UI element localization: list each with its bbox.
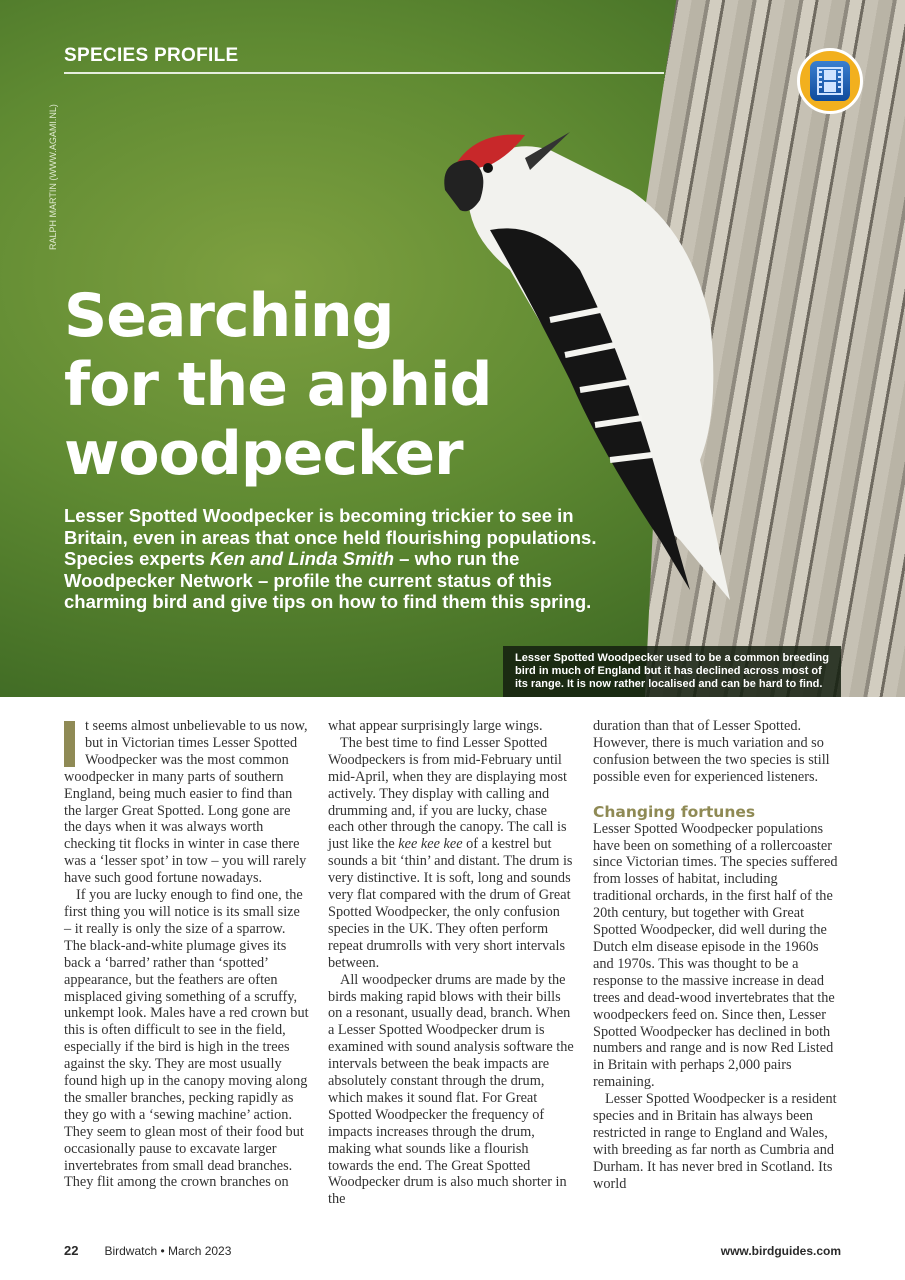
body-paragraph — [64, 718, 310, 887]
body-column-1 — [64, 718, 310, 1191]
standfirst-text: Lesser Spotted Woodpecker is becoming trickier to see in Britain, even in areas that once held flourishing populations. Species experts — [64, 505, 597, 569]
paragraph-text: of a kestrel but sounds a bit ‘thin’ and distant. The drum is very distinctive. It is soft, long and sounds very flat compared with the drum of Great Spotted Woodpecker, the only confusion species in the UK. They often perform repeat drumrolls with very short intervals between. — [328, 836, 573, 971]
subheading: Changing fortunes — [593, 802, 756, 821]
photo-caption: Lesser Spotted Woodpecker used to be a common breeding bird in much of England but it has declined across most of its range. It is now rather localised and can be hard to find. — [503, 646, 841, 697]
italic-call: kee kee kee — [398, 836, 463, 853]
standfirst-text: – who run the Woodpecker Network – profile the current status of this charming bird and give tips on how to find them this spring. — [64, 548, 592, 612]
headline-line: for the aphid — [64, 350, 492, 420]
publication-info: Birdwatch • March 2023 — [104, 1243, 232, 1258]
standfirst — [64, 505, 624, 613]
body-paragraph: Lesser Spotted Woodpecker is a resident species and in Britain has always been restricted in range to England and Wales, with breeding as far north as Cumbria and Durham. It has never bred in Scotland. Its world — [593, 1091, 837, 1192]
website-link[interactable]: www.birdguides.com — [720, 1243, 841, 1258]
photo-credit: RALPH MARTIN (WWW.AGAMI.NL) — [48, 104, 58, 250]
video-badge[interactable] — [797, 48, 863, 114]
section-label: SPECIES PROFILE — [64, 45, 239, 66]
body-column-2 — [328, 718, 574, 1208]
paragraph-text: The best time to find Lesser Spotted Woodpeckers is from mid-February until mid-April, when they are displaying most actively. They display with calling and drumming and, if you are lucky, chase each other through the canopy. The call is just like the — [328, 734, 568, 853]
film-strip-icon — [810, 61, 850, 101]
body-paragraph: All woodpecker drums are made by the birds making rapid blows with their bills on a resonant, usually dead, branch. When a Lesser Spotted Woodpecker drum is examined with sound analysis software the intervals between the beak impacts are absolutely constant through the drum, which makes it sound flat. For Great Spotted Woodpecker the frequency of impacts increases through the drum, making what sounds like a flourish towards the end. The Great Spotted Woodpecker drum is also much shorter in the — [328, 971, 574, 1208]
page-footer — [64, 1243, 841, 1258]
body-column-3 — [593, 718, 839, 1193]
headline — [64, 282, 491, 489]
section-divider — [64, 72, 664, 74]
drop-cap — [64, 721, 75, 767]
body-paragraph: Lesser Spotted Woodpecker populations have been on something of a rollercoaster since Victorian times. The species suffered from losses of habitat, including traditional orchards, in the first half of the 20th century, but together with Great Spotted Woodpecker, did well during the Dutch elm disease episode in the 1960s and 1970s. This was thought to be a response to the massive increase in dead trees and dead-wood invertebrates that the woodpeckers feed on. Since then, Lesser Spotted Woodpecker has declined in both numbers and range and is now Red Listed in Britain with perhaps 2,000 pairs remaining. — [593, 820, 838, 1091]
page-number: 22 — [64, 1243, 79, 1258]
headline-line: Searching — [64, 281, 394, 351]
body-paragraph: duration than that of Lesser Spotted. However, there is much variation and so confusion between the two species is still possible even for experienced listeners. — [593, 718, 830, 785]
paragraph-text: t seems almost unbelievable to us now, but in Victorian times Lesser Spotted Woodpecker was the most common woodpecker in many parts of southern England, being much easier to find than the larger Great Spotted. Long gone are the days when it was always worth checking tit flocks in winter in case there was a ‘lesser spot’ in tow – you will rarely have such good fortune nowadays. — [64, 718, 308, 887]
headline-line: woodpecker — [64, 419, 463, 489]
body-paragraph: If you are lucky enough to find one, the first thing you will notice is its small size – it really is only the size of a sparrow. The black-and-white plumage gives its back a ‘barred’ rather than ‘spotted’ appearance, but the feathers are often misplaced giving something of a scruffy, unkempt look. Males have a red crown but this is often difficult to see in the field, especially if the bird is high in the trees against the sky. They are most usually found high up in the canopy moving along the smaller branches, pecking rapidly as they go with a ‘sewing machine’ action. They seem to glean most of their food but occasionally pause to excavate larger invertebrates from small dead branches. They flit among the crown branches on — [64, 887, 309, 1191]
standfirst-authors: Ken and Linda Smith — [210, 548, 395, 569]
body-paragraph — [328, 735, 574, 972]
body-paragraph: what appear surprisingly large wings. — [328, 718, 543, 734]
